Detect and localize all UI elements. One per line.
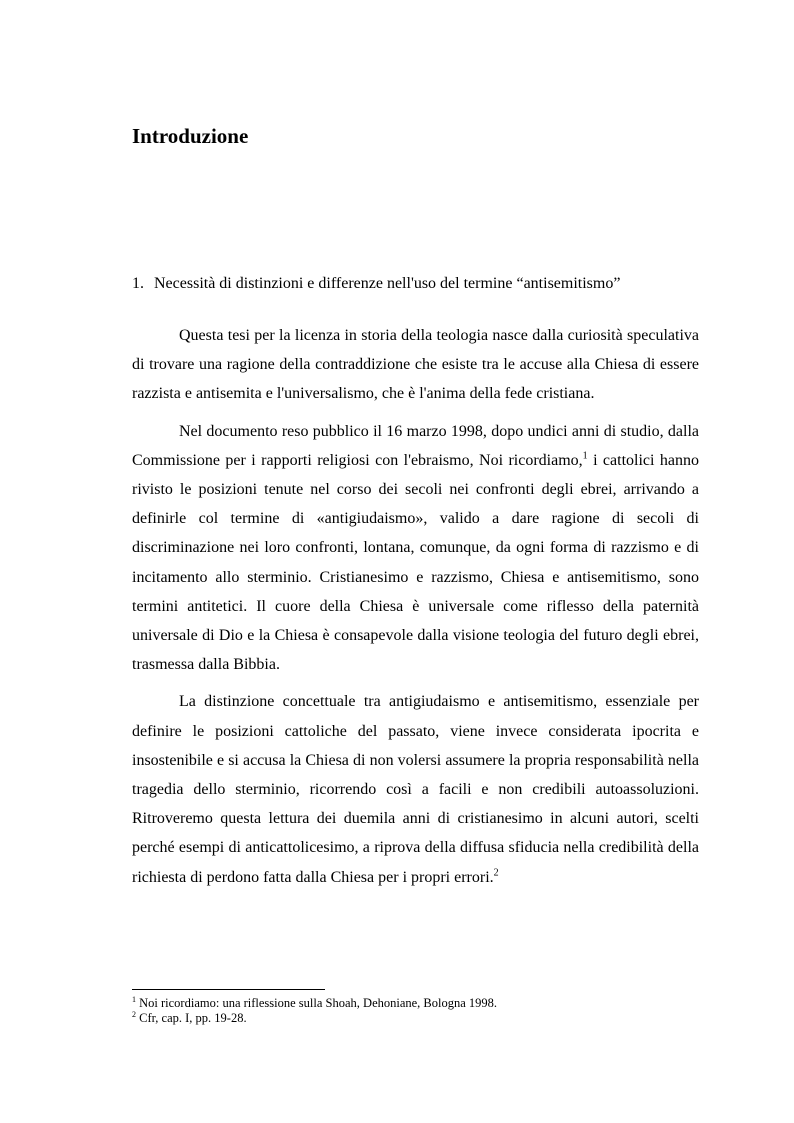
footnote-reference-2: 2 <box>493 867 499 879</box>
footnote-marker-1: 1 <box>132 994 136 1004</box>
paragraph-2-text-after-note: i cattolici hanno rivisto le posizioni tenute nel corso dei secoli nei confronti degli ebrei, arrivando a definirle col termine di «antigiudaismo», valido a dare ragione di secoli di discriminazione nei loro confronti, lontana, comunque, da ogni forma di razzismo e di incitamento allo sterminio. Cristianesimo e razzismo, Chiesa e antisemitismo, sono termini antitetici. Il cuore della Chiesa è universale come riflesso della paternità universale di Dio e la Chiesa è consapevole dalla visione teologia del futuro degli ebrei, trasmessa dalla Bibbia. <box>132 451 699 674</box>
footnotes <box>132 996 699 1026</box>
body-text <box>132 321 699 900</box>
paragraph-1: Questa tesi per la licenza in storia della teologia nasce dalla curiosità speculativa di trovare una ragione della contraddizione che esiste tra le accuse alla Chiesa di essere razzista e antisemita e l'universalismo, che è l'anima della fede cristiana. <box>132 327 699 403</box>
footnote-1 <box>132 996 699 1011</box>
section-heading <box>132 272 620 296</box>
footnote-separator <box>132 989 325 990</box>
footnote-1-text: Noi ricordiamo: una riflessione sulla Shoah, Dehoniane, Bologna 1998. <box>139 996 498 1010</box>
section-title: Necessità di distinzioni e differenze nell'uso del termine “antisemitismo” <box>154 275 621 292</box>
paragraph-2-text-before-note: Nel documento reso pubblico il 16 marzo 1998, dopo undici anni di studio, dalla Commissione per i rapporti religiosi con l'ebraismo, Noi ricordiamo, <box>132 422 699 469</box>
footnote-reference-1: 1 <box>582 450 588 462</box>
paragraph-3-text: La distinzione concettuale tra antigiudaismo e antisemitismo, essenziale per definire le posizioni cattoliche del passato, viene invece considerata ipocrita e insostenibile e si accusa la Chiesa di non volersi assumere la propria responsabilità nella tragedia dello sterminio, ricorrendo così a facili e non credibili autoassoluzioni. Ritroveremo questa lettura dei duemila anni di cristianesimo in alcuni autori, scelti perché esempi di anticattolicesimo, a riprova della diffusa sfiducia nella credibilità della richiesta di perdono fatta dalla Chiesa per i propri errori. <box>132 693 699 886</box>
footnote-marker-2: 2 <box>132 1009 136 1019</box>
section-number: 1. <box>132 275 144 292</box>
footnote-2-text: Cfr, cap. I, pp. 19-28. <box>139 1011 247 1025</box>
page-title: Introduzione <box>132 124 249 148</box>
paragraph-2 <box>132 417 699 680</box>
footnote-2 <box>132 1011 699 1026</box>
paragraph-3 <box>132 687 699 891</box>
